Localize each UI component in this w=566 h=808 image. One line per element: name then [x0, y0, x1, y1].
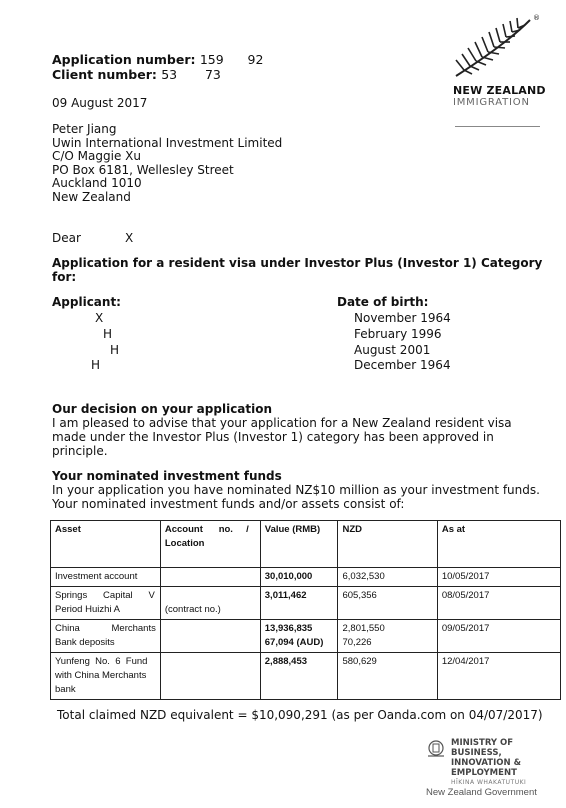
- ministry-line: MINISTRY OF BUSINESS,: [451, 738, 514, 758]
- application-number-value: 159 92: [199, 52, 264, 67]
- value-text: 13,936,835: [264, 623, 313, 634]
- account-cell: [160, 568, 260, 587]
- table-row: [51, 587, 561, 620]
- funds-line: In your application you have nominated NZ$10 million as your investment funds.: [52, 483, 540, 497]
- address-line: Auckland 1010: [52, 176, 142, 191]
- nzd-text: 580,629: [342, 656, 377, 667]
- recipient-address: [52, 123, 282, 205]
- nzd-text: 6,032,530: [342, 571, 385, 582]
- value-cell: [260, 653, 338, 700]
- applicant-name: H: [103, 327, 113, 341]
- nzd-cell: [338, 587, 437, 620]
- asset-text: Yunfeng No. 6 Fund: [55, 656, 148, 667]
- asset-text: Springs Capital V: [55, 590, 155, 601]
- fern-logo-icon: [448, 12, 548, 84]
- dob-value: November 1964: [354, 311, 451, 325]
- subject: [52, 256, 542, 284]
- letter-date: 09 August 2017: [52, 96, 148, 110]
- logo-divider: [455, 126, 540, 127]
- table-row: [51, 620, 561, 653]
- asset-cell: [51, 620, 161, 653]
- asset-text: China Merchants: [55, 623, 156, 634]
- nzd-text: 2,801,550: [342, 623, 385, 634]
- col-as-at: As at: [437, 521, 560, 568]
- nzd-text: 605,356: [342, 590, 377, 601]
- applicant-label: Applicant:: [52, 295, 121, 309]
- ministry-line: INNOVATION & EMPLOYMENT: [451, 758, 521, 778]
- dob-value: February 1996: [354, 327, 442, 341]
- nzd-text: 70,226: [342, 637, 372, 648]
- applicant-name: H: [91, 358, 101, 372]
- address-line: Peter Jiang: [52, 122, 117, 136]
- asset-text: Bank deposits: [55, 637, 115, 648]
- value-text: 3,011,462: [264, 590, 307, 601]
- col-asset: Asset: [51, 521, 161, 568]
- client-number: [52, 68, 221, 82]
- address-line: Uwin International Investment Limited: [52, 135, 283, 150]
- dob-value: December 1964: [354, 358, 451, 372]
- as-at-cell: 12/04/2017: [437, 653, 560, 700]
- address-line: C/O Maggie Xu: [52, 149, 141, 164]
- asset-text: Investment account: [55, 571, 138, 582]
- decision-heading: Our decision on your application: [52, 402, 273, 416]
- value-cell: [260, 620, 338, 653]
- col-account: [160, 521, 260, 568]
- funds-table: [50, 520, 561, 700]
- table-row: [51, 568, 561, 587]
- value-cell: [260, 568, 338, 587]
- application-number: [52, 53, 263, 67]
- nzd-cell: [338, 653, 437, 700]
- nzd-cell: [338, 568, 437, 587]
- as-at-cell: 09/05/2017: [437, 620, 560, 653]
- logo-text-line1: NEW ZEALAND: [453, 84, 546, 97]
- asset-cell: [51, 587, 161, 620]
- value-cell: [260, 587, 338, 620]
- total-claimed: Total claimed NZD equivalent = $10,090,291 (as per Oanda.com on 04/07/2017): [57, 708, 543, 722]
- salutation-name: X: [125, 231, 134, 245]
- account-cell: [160, 653, 260, 700]
- application-number-label: Application number:: [52, 52, 196, 67]
- nz-government-label: New Zealand Government: [426, 787, 537, 798]
- funds-intro: [52, 483, 540, 511]
- ministry-label: [451, 738, 566, 788]
- applicant-name: H: [110, 343, 120, 357]
- decision-body: [52, 416, 512, 458]
- account-cell: [160, 620, 260, 653]
- decision-line: made under the Investor Plus (Investor 1) category has been approved in: [52, 430, 494, 444]
- logo-text-line2: IMMIGRATION: [453, 97, 530, 108]
- value-text: 2,888,453: [264, 656, 308, 667]
- asset-cell: [51, 568, 161, 587]
- as-at-cell: 10/05/2017: [437, 568, 560, 587]
- table-row: [51, 653, 561, 700]
- asset-text: Period Huizhi A: [55, 604, 120, 615]
- ministry-line: HĪKINA WHAKATUTUKI: [451, 779, 527, 786]
- client-number-label: Client number:: [52, 67, 157, 82]
- applicant-name: X: [95, 311, 104, 325]
- col-nzd: NZD: [338, 521, 437, 568]
- asset-text: with China Merchants: [55, 670, 147, 681]
- subject-line: for:: [52, 270, 77, 284]
- dob-label: Date of birth:: [337, 295, 429, 309]
- asset-text: bank: [55, 684, 76, 695]
- account-text: (contract no.): [164, 604, 221, 615]
- decision-line: I am pleased to advise that your application for a New Zealand resident visa: [52, 416, 512, 430]
- col-value: Value (RMB): [260, 521, 338, 568]
- col-account-label: Location: [164, 538, 205, 549]
- value-text: 30,010,000: [264, 571, 313, 582]
- funds-line: Your nominated investment funds and/or assets consist of:: [52, 497, 405, 511]
- decision-line: principle.: [52, 444, 108, 458]
- col-account-label: Account no. /: [164, 524, 249, 535]
- as-at-cell: 08/05/2017: [437, 587, 560, 620]
- salutation: Dear: [52, 231, 81, 245]
- subject-line: Application for a resident visa under Investor Plus (Investor 1) Category: [52, 256, 543, 270]
- funds-heading: Your nominated investment funds: [52, 469, 282, 483]
- account-cell: [160, 587, 260, 620]
- coat-of-arms-icon: [426, 738, 446, 763]
- table-header-row: [51, 521, 561, 568]
- address-line: New Zealand: [52, 189, 131, 204]
- client-number-value: 53 73: [161, 67, 221, 82]
- value-text: 67,094 (AUD): [264, 637, 324, 648]
- nzd-cell: [338, 620, 437, 653]
- asset-cell: [51, 653, 161, 700]
- address-line: PO Box 6181, Wellesley Street: [52, 162, 234, 177]
- dob-value: August 2001: [354, 343, 431, 357]
- trademark-mark: ®: [533, 14, 540, 22]
